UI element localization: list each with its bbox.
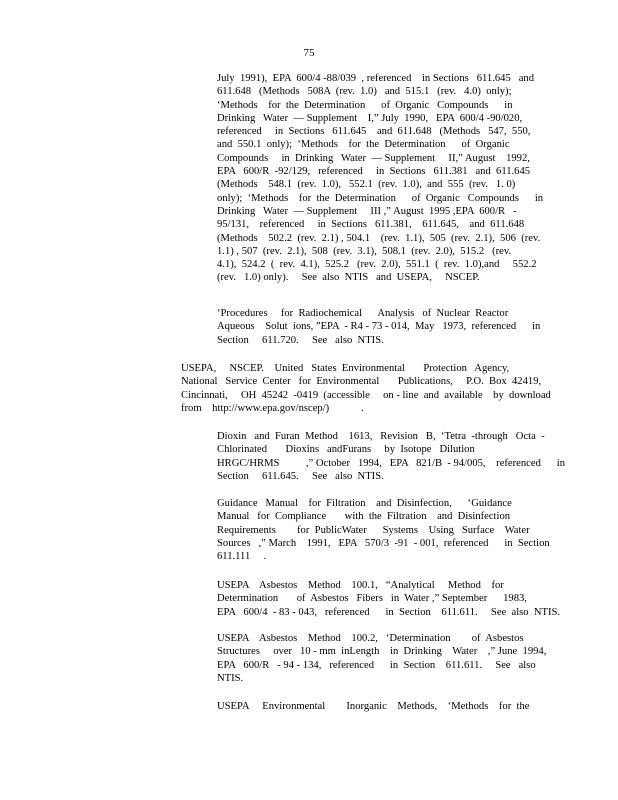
citation-environmental-inorganic-methods	[217, 700, 530, 713]
text-line: National Service Center for Environmental Publications, P.O. Box 42419,	[181, 376, 542, 388]
citation-asbestos-method-100-1	[217, 579, 560, 619]
text-line: referenced in Sections 611.645 and 611.648 (Methods 547, 550,	[217, 126, 531, 138]
text-line: Requirements for PublicWater Systems Using Surface Water	[217, 524, 530, 536]
text-line: Drinking Water — Supplement I,” July 1990, EPA 600/4 -90/020,	[217, 112, 523, 124]
page-number: 75	[303, 47, 315, 59]
citation-organic-compounds-supplements	[217, 72, 543, 285]
text-line: EPA 600/R - 94 - 134, referenced in Section 611.611. See also	[217, 659, 536, 671]
text-line: 1.1) , 507 (rev. 2.1), 508 (rev. 3.1), 508.1 (rev. 2.0), 515.2 (rev.	[217, 245, 512, 257]
text-line: USEPA Asbestos Method 100.1, “Analytical Method for	[217, 580, 504, 591]
text-line: USEPA Asbestos Method 100.2, ‘Determination of Asbestos	[217, 633, 524, 644]
text-line: Dioxin and Furan Method 1613, Revision B, ‘Tetra -through Octa -	[217, 431, 545, 442]
text-line: HRGC/HRMS ,” October 1994, EPA 821/B - 94/005, referenced in	[217, 457, 565, 469]
text-line: Cincinnati, OH 45242 -0419 (accessible on - line and available by download	[181, 389, 551, 401]
text-line: USEPA Environmental Inorganic Methods, ‘Methods for the	[217, 701, 530, 712]
text-line: 611.111 .	[217, 551, 267, 563]
text-line: USEPA, NSCEP. United States Environmental Protection Agency,	[181, 363, 510, 374]
text-line: 611.648 (Methods 508A (rev. 1.0) and 515.1 (rev. 4.0) only);	[217, 86, 512, 98]
text-line: EPA 600/R -92/129, referenced in Sections 611.381 and 611.645	[217, 166, 531, 178]
text-line: (Methods 548.1 (rev. 1.0), 552.1 (rev. 1.0), and 555 (rev. 1. 0)	[217, 179, 516, 191]
text-line: ‘Procedures for Radiochemical Analysis of Nuclear Reactor	[217, 308, 509, 319]
text-line: Determination of Asbestos Fibers in Water ,” September 1983,	[217, 593, 527, 605]
text-line: Compounds in Drinking Water — Supplement II,” August 1992,	[217, 152, 530, 164]
text-line: Sources ,” March 1991, EPA 570/3 -91 - 001, referenced in Section	[217, 537, 550, 549]
text-line: Drinking Water — Supplement III ,” August 1995 ,EPA 600/R -	[217, 205, 517, 217]
entry-usepa-nscep	[181, 362, 551, 415]
text-line: Section 611.720. See also NTIS.	[217, 334, 384, 346]
text-line: (Methods 502.2 (rev. 2.1) , 504.1 (rev. 1.1), 505 (rev. 2.1), 506 (rev.	[217, 232, 541, 244]
citation-guidance-manual	[217, 497, 550, 563]
text-line: 4.1), 524.2 ( rev. 4.1), 525.2 (rev. 2.0), 551.1 ( rev. 1.0),and 552.2	[217, 259, 537, 271]
text-line: only); ‘Methods for the Determination of Organic Compounds in	[217, 192, 544, 204]
text-line: Guidance Manual for Filtration and Disinfection, ‘Guidance	[217, 498, 512, 509]
text-line: Section 611.645. See also NTIS.	[217, 470, 384, 482]
citation-asbestos-method-100-2	[217, 632, 546, 685]
text-line: from http://www.epa.gov/nscep/) .	[181, 402, 364, 414]
citation-dioxin-furan-method	[217, 430, 565, 483]
text-line: Aqueous Solut ions, ”EPA - R4 - 73 - 014, May 1973, referenced in	[217, 321, 541, 333]
text-line: and 550.1 only); ‘Methods for the Determination of Organic	[217, 139, 510, 151]
text-line: 95/131, referenced in Sections 611.381, 611.645, and 611.648	[217, 219, 525, 231]
text-line: Manual for Compliance with the Filtration and Disinfection	[217, 511, 511, 523]
text-line: (rev. 1.0) only). See also NTIS and USEPA, NSCEP.	[217, 272, 480, 284]
text-line: NTIS.	[217, 672, 244, 684]
text-line: Chlorinated Dioxins andFurans by Isotope Dilution	[217, 444, 475, 456]
text-line: EPA 600/4 - 83 - 043, referenced in Section 611.611. See also NTIS.	[217, 606, 561, 618]
text-line: Structures over 10 - mm inLength in Drinking Water ,” June 1994,	[217, 646, 547, 658]
text-line: ‘Methods for the Determination of Organic Compounds in	[217, 99, 513, 111]
citation-radiochemical-procedures	[217, 307, 540, 347]
text-line: July 1991), EPA 600/4 -88/039 , referenced in Sections 611.645 and	[217, 73, 534, 84]
